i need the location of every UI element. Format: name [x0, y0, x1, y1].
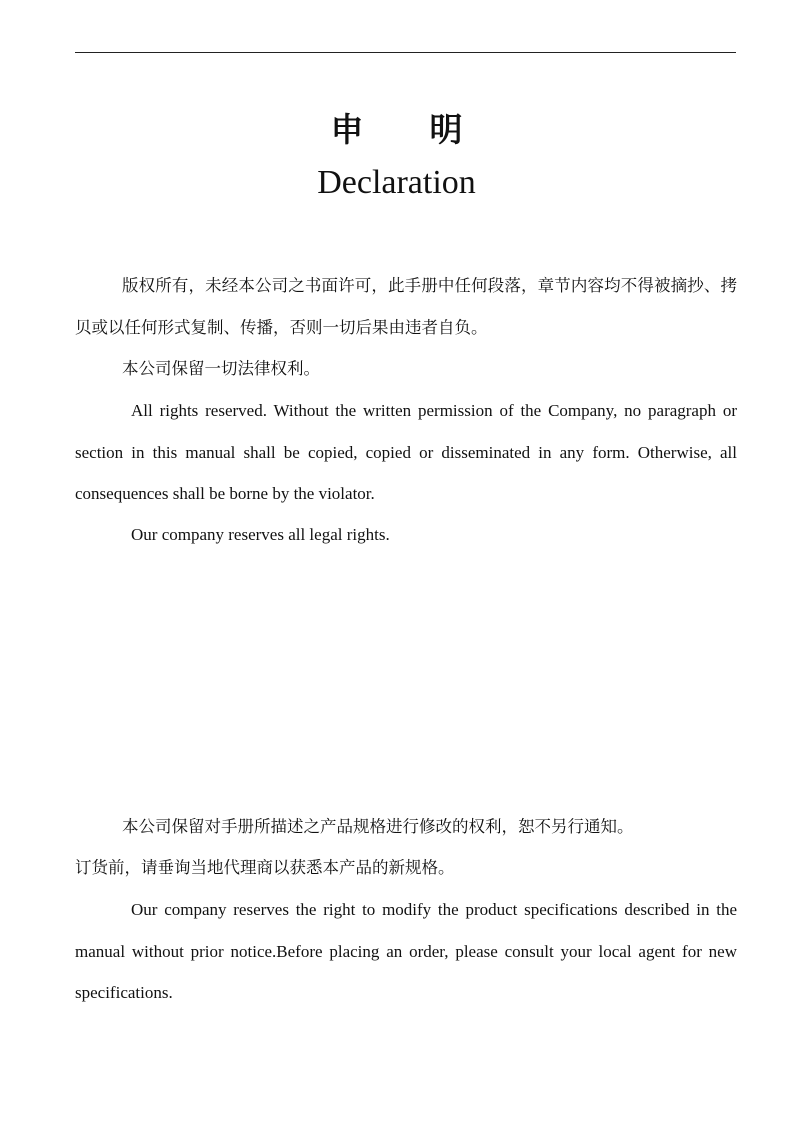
rights-statement-en: Our company reserves all legal rights. — [131, 525, 390, 544]
title-chinese: 申 明 — [330, 110, 463, 149]
copyright-paragraph-cn: 版权所有，未经本公司之书面许可，此手册中任何段落，章节内容均不得被摘抄、拷贝或以任何形式复制、传播，否则一切后果由违者自负。 — [75, 276, 737, 337]
copyright-paragraph-en: All rights reserved. Without the written permission of the Company, no paragraph or section in this manual shall be copied, copied or disseminated in any form. Otherwise, all consequences shall be borne by the violator. — [75, 401, 737, 503]
title-english: Declaration — [317, 164, 476, 201]
spec-paragraph-en: Our company reserves the right to modify the product specifications described in the manual without prior notice.Before placing an order, please consult your local agent for new specifications. — [75, 900, 737, 1002]
rights-statement-cn: 本公司保留一切法律权利。 — [122, 359, 320, 378]
order-notice-cn: 订货前，请垂询当地代理商以获悉本产品的新规格。 — [75, 858, 455, 877]
header-rule — [75, 52, 736, 53]
spec-paragraph-cn: 本公司保留对手册所描述之产品规格进行修改的权利，恕不另行通知。 — [122, 817, 634, 836]
